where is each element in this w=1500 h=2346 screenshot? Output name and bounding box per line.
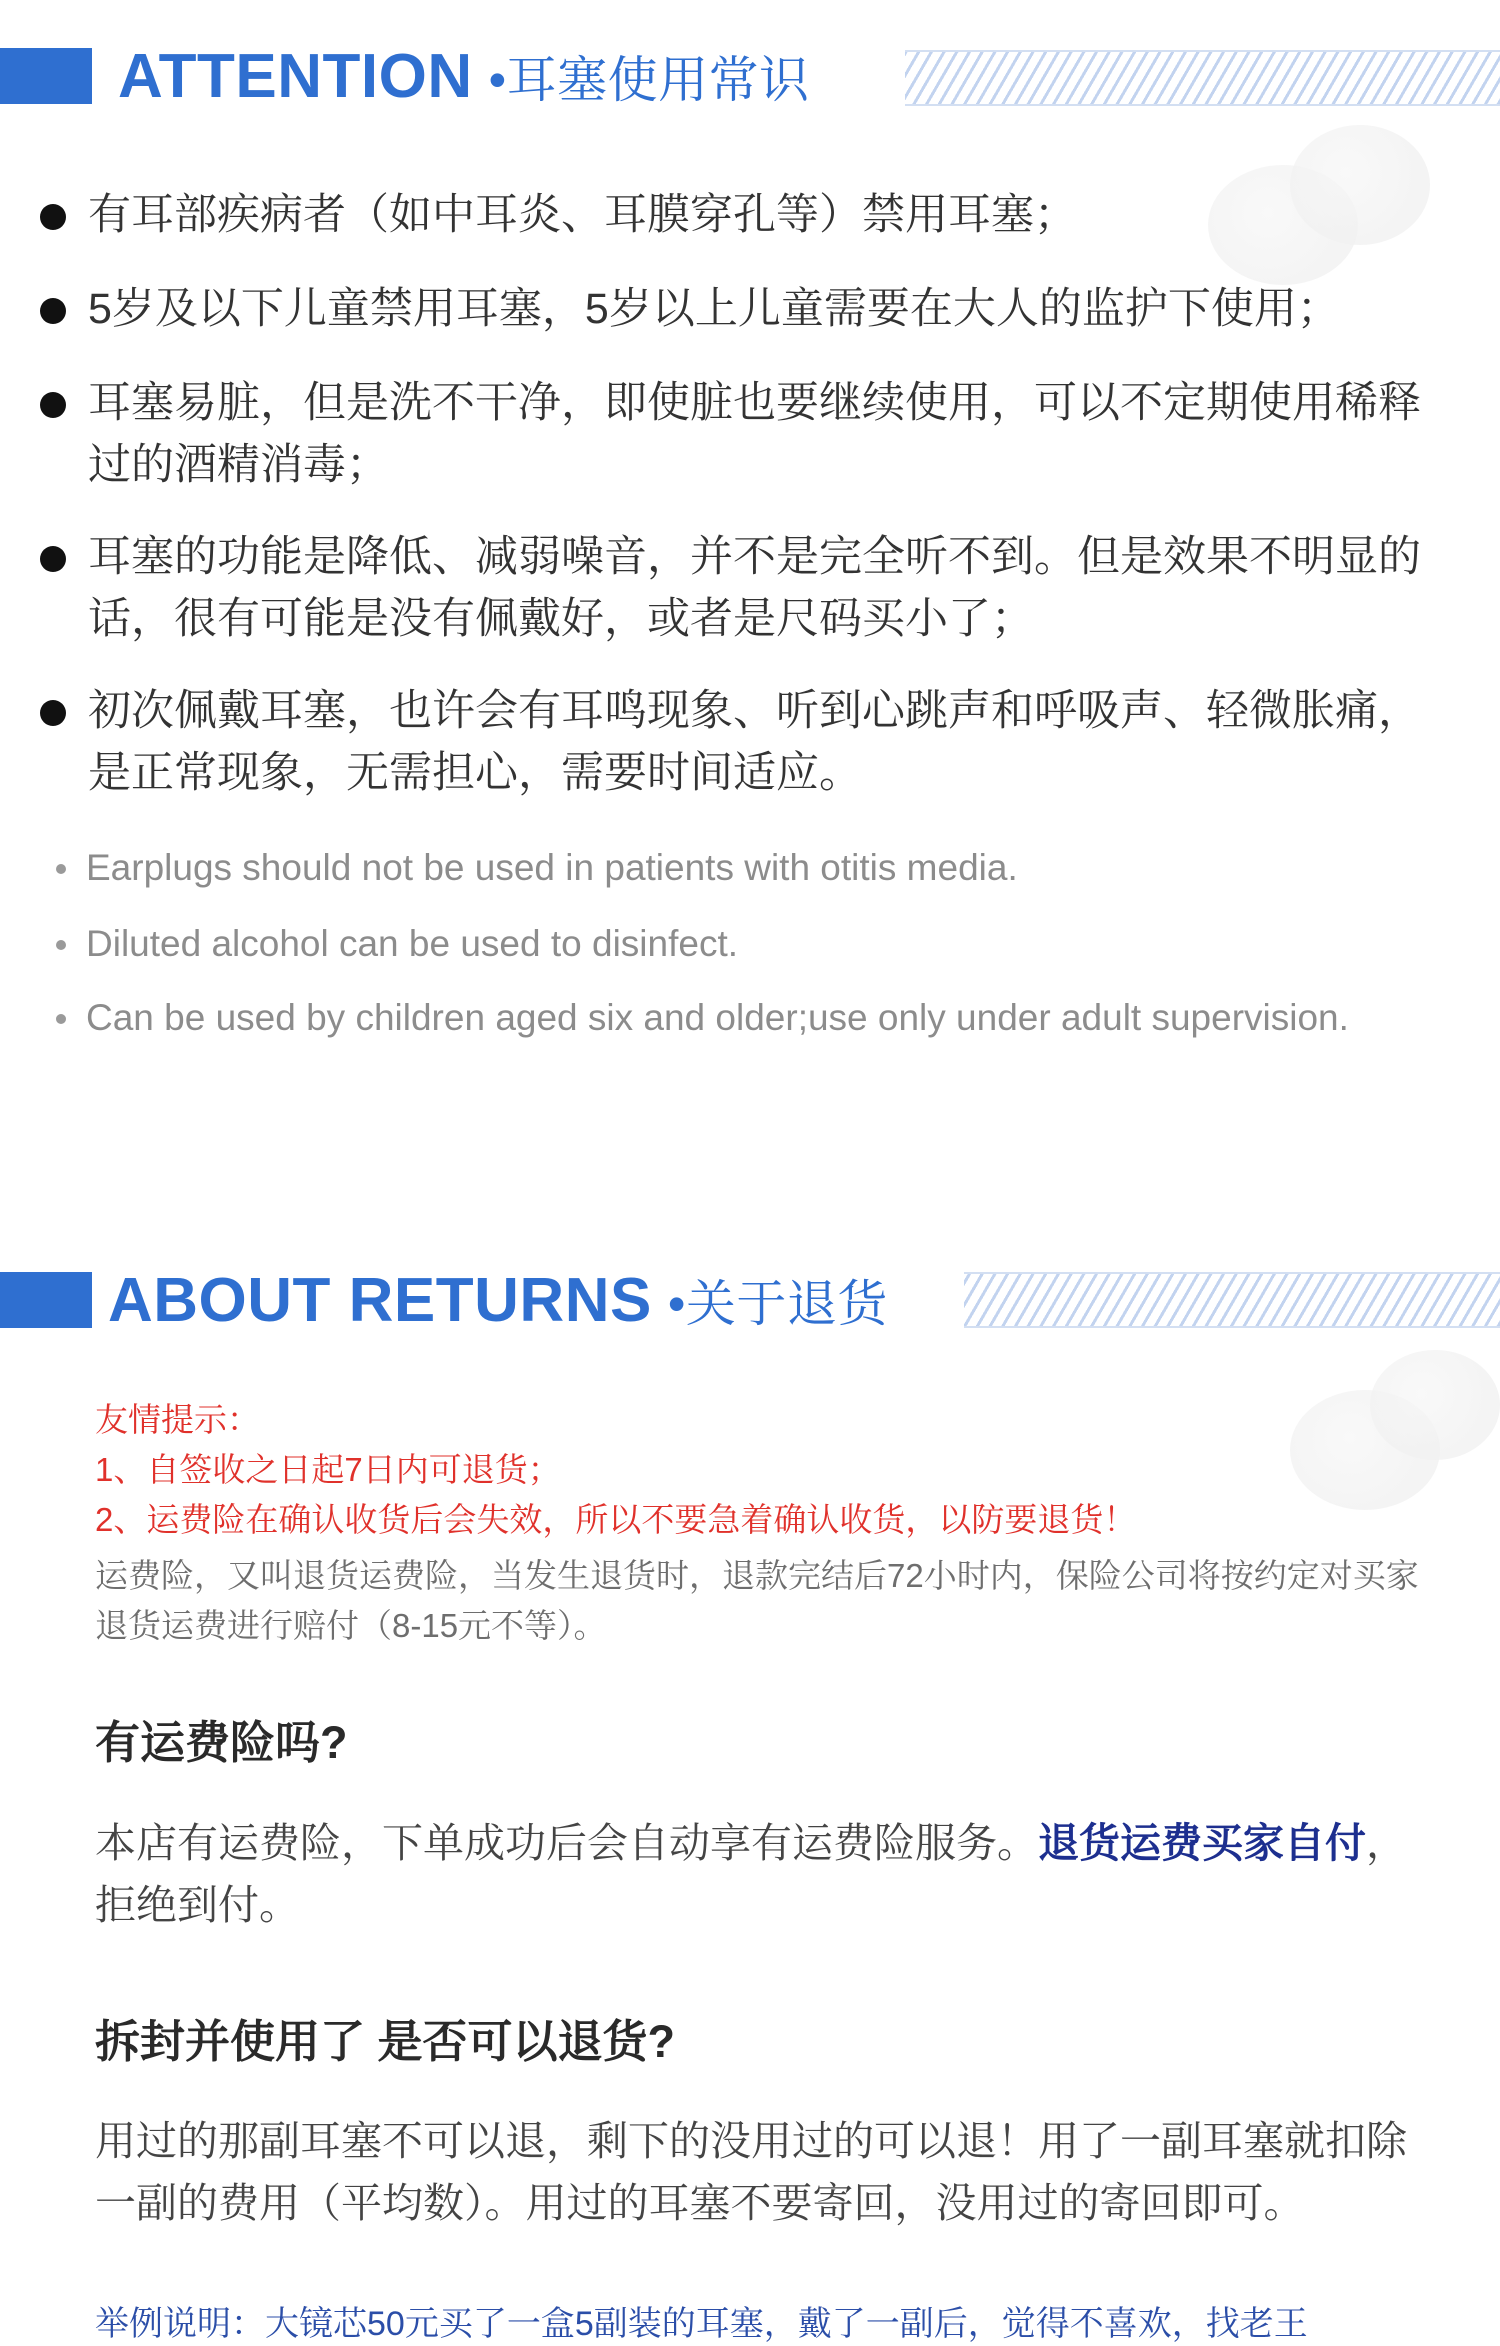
list-item-en [56,840,1356,896]
list-item-en [56,990,1356,1046]
list-item-text: 耳塞易脏，但是洗不干净，即使脏也要继续使用，可以不定期使用稀释过的酒精消毒； [88,379,1421,489]
qa-answer-emphasis: 退货运费买家自付 [1038,1820,1366,1866]
bullet-dot-icon [40,204,66,230]
qa-question: 有运费险吗? [95,1717,348,1768]
example-text-cut: 举例说明：大镜芯50元买了一盒5副装的耳塞，戴了一副后，觉得不喜欢，找老王 [95,2305,1308,2343]
section-hatch-stripe [964,1272,1500,1328]
list-item-text: 初次佩戴耳塞，也许会有耳鸣现象、听到心跳声和呼吸声、轻微胀痛，是正常现象，无需担心，需要时间适应。 [88,687,1421,797]
section-title-cn: •关于退货 [667,1276,888,1332]
section-title-en: ATTENTION [118,42,473,111]
section-title-en: ABOUT RETURNS [108,1266,652,1335]
qa-question: 拆封并使用了 是否可以退货? [95,2016,675,2067]
bullet-dot-icon [56,1014,66,1024]
list-item [40,184,1440,246]
list-item [40,526,1440,650]
list-item [40,680,1440,804]
notice-title: 友情提示： [95,1401,260,1438]
list-item-text: 有耳部疾病者（如中耳炎、耳膜穿孔等）禁用耳塞； [88,191,1077,239]
list-item-text-en: Can be used by children aged six and older;use only under adult supervision. [86,997,1349,1038]
section-title-cn: •耳塞使用常识 [488,52,810,108]
list-item [40,372,1440,496]
section-header-title [118,42,810,111]
section-hatch-stripe [905,50,1500,106]
qa-answer-text: 本店有运费险，下单成功后会自动享有运费险服务。 [95,1820,1038,1866]
qa-answer-text: ，拒绝到付。 [95,1820,1407,1928]
list-item [40,278,1440,340]
list-item-text: 耳塞的功能是降低、减弱噪音，并不是完全听不到。但是效果不明显的话，很有可能是没有佩戴好，或者是尺码买小了； [88,533,1421,643]
list-item-text: 5岁及以下儿童禁用耳塞，5岁以上儿童需要在大人的监护下使用； [88,285,1340,333]
qa-answer [95,1812,1425,1936]
bullet-dot-icon [40,298,66,324]
list-item-text-en: Diluted alcohol can be used to disinfect. [86,923,739,964]
notice-line: 2、运费险在确认收货后会失效，所以不要急着确认收货，以防要退货！ [95,1501,1137,1538]
bullet-dot-icon [40,546,66,572]
insurance-note: 运费险，又叫退货运费险，当发生退货时，退款完结后72小时内，保险公司将按约定对买家退货运费进行赔付（8-15元不等）。 [95,1557,1419,1644]
qa-answer: 用过的那副耳塞不可以退，剩下的没用过的可以退！用了一副耳塞就扣除一副的费用（平均数）。用过的耳塞不要寄回，没用过的寄回即可。 [95,2118,1407,2226]
bullet-dot-icon [56,940,66,950]
bullet-dot-icon [40,392,66,418]
notice-line: 1、自签收之日起7日内可退货； [95,1451,561,1488]
bullet-dot-icon [40,700,66,726]
list-item-text-en: Earplugs should not be used in patients with otitis media. [86,847,1018,888]
list-item-en [56,916,1356,972]
section-marker [0,48,92,104]
section-marker [0,1272,92,1328]
section-header-title [108,1266,888,1335]
bullet-dot-icon [56,864,66,874]
